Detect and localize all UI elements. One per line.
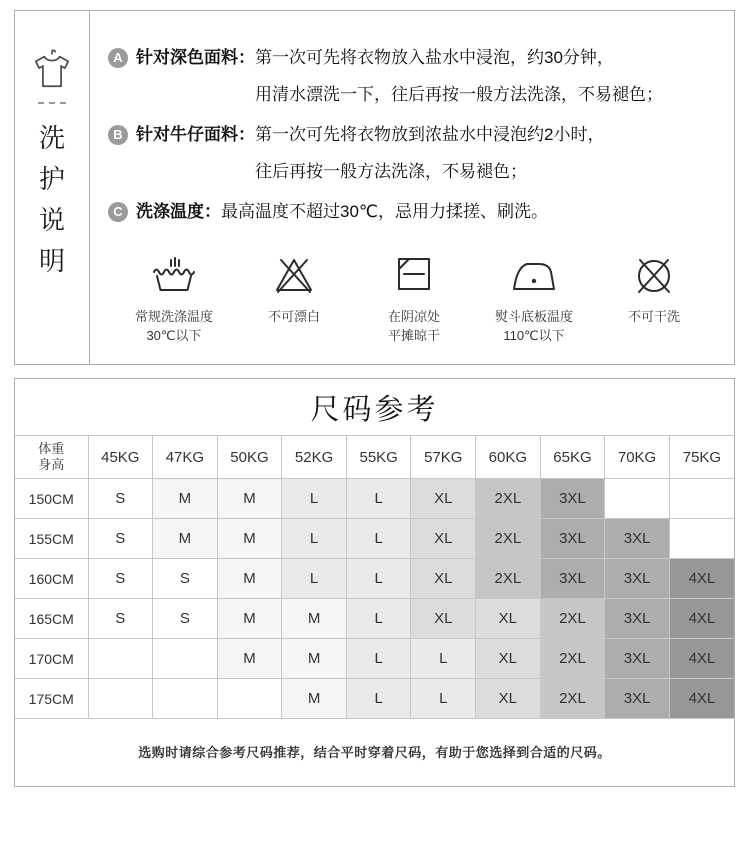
height-cell: 170CM [15,639,88,679]
weight-header-cell: 75KG [669,436,734,479]
caption-line: 不可干洗 [627,309,680,324]
size-cell: S [88,559,153,599]
size-cell: M [217,639,282,679]
care-sidebar-title-char: 护 [38,164,65,194]
iron-temp-icon [508,250,560,298]
size-cell: L [346,479,411,519]
size-table-row [15,679,734,719]
size-note-text: 选购时请综合参考尺码推荐，结合平时穿着尺码，有助于您选择到合适的尺码。 [15,719,734,784]
size-cell: L [346,679,411,719]
weight-header-cell: 57KG [411,436,476,479]
height-cell: 165CM [15,599,88,639]
size-cell: L [282,559,347,599]
care-item-b [108,116,720,190]
size-cell: XL [411,559,476,599]
size-cell: S [153,559,218,599]
weight-header-cell: 52KG [282,436,347,479]
size-cell: M [282,679,347,719]
care-item-text [221,193,548,230]
caption-line: 不可漂白 [267,309,320,324]
weight-header-cell: 70KG [605,436,670,479]
size-cell: 2XL [476,479,541,519]
weight-header-cell: 65KG [540,436,605,479]
size-cell: S [88,479,153,519]
size-cell: M [217,519,282,559]
caption-line: 110℃以下 [503,328,565,343]
size-cell: 3XL [540,559,605,599]
size-cell: 3XL [605,639,670,679]
size-cell: 3XL [540,519,605,559]
size-cell [88,679,153,719]
care-item-line: 往后再按一般方法洗涤，不易褪色； [255,162,527,181]
care-item-label: 针对深色面料： [136,48,255,67]
weight-header-cell: 60KG [476,436,541,479]
size-cell: 3XL [605,679,670,719]
height-cell: 160CM [15,559,88,599]
care-item-line: 第一次可先将衣物放入盐水中浸泡，约30分钟， [255,48,614,67]
care-sidebar-title-char: 明 [38,246,65,276]
care-symbol-caption [135,307,213,345]
size-cell [153,639,218,679]
size-table [15,435,734,784]
weight-header-cell: 50KG [217,436,282,479]
care-item-line: 用清水漂洗一下，往后再按一般方法洗涤，不易褪色； [255,85,663,104]
dashed-divider [38,102,66,104]
size-cell: M [217,559,282,599]
size-table-row [15,639,734,679]
care-symbol-caption [495,307,573,345]
size-table-row [15,479,734,519]
size-cell: S [88,599,153,639]
caption-line: 熨斗底板温度 [494,309,573,324]
size-cell: XL [476,599,541,639]
size-cell: 4XL [669,599,734,639]
size-table-row [15,599,734,639]
care-symbol-caption [388,307,440,345]
care-item-text [255,116,604,190]
size-cell: L [346,519,411,559]
size-cell [217,679,282,719]
care-item-line: 最高温度不超过30℃，忌用力揉搓、刷洗。 [221,202,549,221]
care-symbol-block [594,250,714,345]
weight-header-cell: 47KG [153,436,218,479]
hand-wash-temp-icon [148,250,200,298]
size-cell: 2XL [540,599,605,639]
size-table-row [15,559,734,599]
size-cell: 2XL [476,519,541,559]
garment-icon [31,47,73,93]
size-cell: M [153,479,218,519]
care-item-a [108,39,720,113]
care-sidebar [15,11,90,364]
letter-badge-c: C [108,202,128,222]
size-note-row [15,719,734,784]
size-cell: XL [476,639,541,679]
size-cell: 3XL [605,599,670,639]
size-cell: XL [411,479,476,519]
shade-flat-dry-icon [390,250,438,298]
size-cell: 3XL [605,559,670,599]
size-cell: 3XL [540,479,605,519]
height-cell: 175CM [15,679,88,719]
size-cell [669,519,734,559]
caption-line: 常规洗涤温度 [134,309,213,324]
size-table-row [15,519,734,559]
care-item-label: 针对牛仔面料： [136,125,255,144]
size-cell: 2XL [540,639,605,679]
letter-badge-a: A [108,48,128,68]
size-cell [88,639,153,679]
size-cell: S [88,519,153,559]
letter-badge-b: B [108,125,128,145]
no-bleach-icon [270,250,318,298]
size-cell: XL [411,599,476,639]
size-cell: S [153,599,218,639]
size-cell: L [346,559,411,599]
weight-header-cell: 55KG [346,436,411,479]
size-cell [153,679,218,719]
size-chart-title: 尺码参考 [310,393,439,426]
laundry-symbols-row [108,250,720,345]
size-cell: M [217,599,282,639]
size-cell: 4XL [669,639,734,679]
size-cell: 2XL [540,679,605,719]
care-item-c [108,193,720,230]
care-symbol-block [474,250,594,345]
size-table-header-row [15,436,734,479]
care-item-label: 洗涤温度： [136,202,221,221]
caption-line: 30℃以下 [146,328,202,343]
weight-height-corner-cell [15,436,88,479]
size-cell: M [282,599,347,639]
care-symbol-block [354,250,474,345]
size-reference-panel [14,378,735,787]
height-cell: 155CM [15,519,88,559]
caption-line: 在阴凉处 [387,309,440,324]
size-cell [605,479,670,519]
size-cell: 2XL [476,559,541,599]
care-symbol-caption [628,307,680,326]
size-cell [669,479,734,519]
weight-header-cell: 45KG [88,436,153,479]
care-symbol-block [234,250,354,345]
size-cell: L [282,479,347,519]
size-cell: L [346,599,411,639]
corner-height-label: 身高 [38,457,65,472]
care-symbol-block [114,250,234,345]
size-cell: M [153,519,218,559]
size-cell: L [282,519,347,559]
size-cell: 4XL [669,679,734,719]
care-content [90,11,734,364]
care-instructions-panel [14,10,735,365]
size-cell: XL [411,519,476,559]
size-cell: L [346,639,411,679]
care-symbol-caption [268,307,320,326]
height-cell: 150CM [15,479,88,519]
corner-weight-label: 体重 [38,441,65,456]
care-sidebar-title-char: 说 [38,205,65,235]
care-item-line: 第一次可先将衣物放到浓盐水中浸泡约2小时， [255,125,605,144]
size-cell: L [411,639,476,679]
care-sidebar-title [39,118,65,282]
size-cell: L [411,679,476,719]
caption-line: 平摊晾干 [387,328,440,343]
care-item-text [255,39,663,113]
size-cell: M [217,479,282,519]
size-cell: XL [476,679,541,719]
no-dry-clean-icon [630,250,678,298]
size-cell: M [282,639,347,679]
size-cell: 4XL [669,559,734,599]
care-sidebar-title-char: 洗 [38,123,65,153]
size-cell: 3XL [605,519,670,559]
